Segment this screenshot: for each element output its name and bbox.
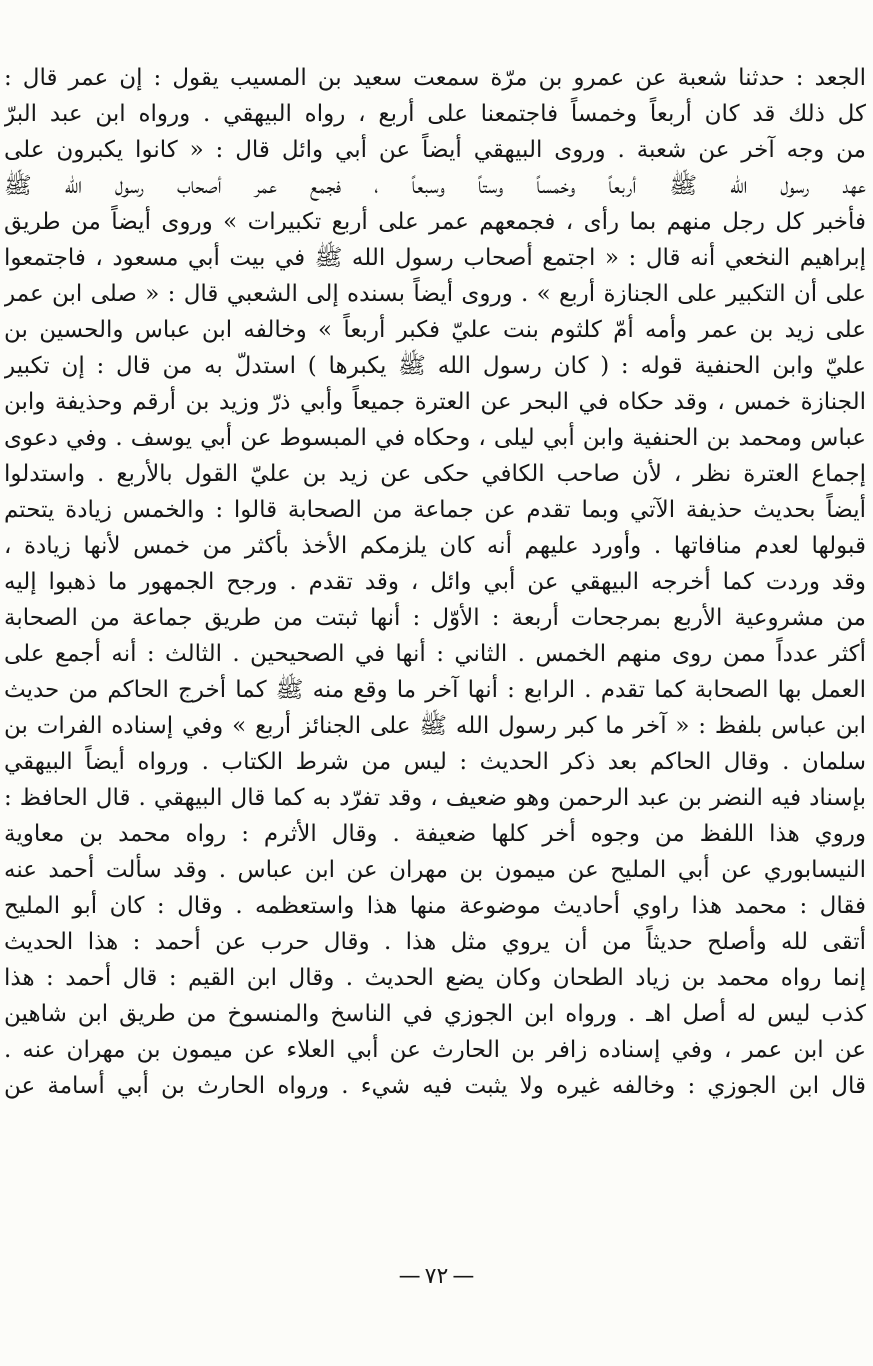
text-line: على أن التكبير على الجنازة أربع » . وروى أيضاً بسنده إلى الشعبي قال : « صلى ابن عمر: [4, 281, 866, 307]
text-line: العمل بها الصحابة كما تقدم . الرابع : أنها آخر ما وقع منه ﷺ كما أخرج الحاكم من حديث: [4, 677, 866, 703]
text-line: وروي هذا اللفظ من وجوه أخر كلها ضعيفة . وقال الأثرم : رواه محمد بن معاوية: [4, 821, 866, 847]
text-line: على زيد بن عمر وأمه أمّ كلثوم بنت عليّ فكبر أربعاً » وخالفه ابن عباس والحسين بن: [4, 317, 866, 343]
text-line: أكثر عدداً ممن روى منهم الخمس . الثاني : أنها في الصحيحين . الثالث : أنه أجمع على: [4, 641, 866, 667]
text-line: أتقى لله وأصلح حديثاً من أن يروي مثل هذا . وقال حرب عن أحمد : هذا الحديث: [4, 929, 866, 955]
page-number-value: ٧٢: [424, 1264, 449, 1289]
text-line: من وجه آخر عن شعبة . وروى البيهقي أيضاً عن أبي وائل قال : « كانوا يكبرون على: [4, 137, 866, 163]
text-line: إبراهيم النخعي أنه قال : « اجتمع أصحاب رسول الله ﷺ في بيت أبي مسعود ، فاجتمعوا: [4, 245, 866, 271]
text-line: من مشروعية الأربع بمرجحات أربعة : الأوّل : أنها ثبتت من طريق جماعة من الصحابة: [4, 605, 866, 631]
text-line: فقال : محمد هذا راوي أحاديث موضوعة منها هذا واستعظمه . وقال : كان أبو المليح: [4, 893, 866, 919]
text-line: كذب ليس له أصل اهـ . ورواه ابن الجوزي في الناسخ والمنسوخ من طريق ابن شاهين: [4, 1001, 866, 1027]
page-number: — ٧٢ —: [398, 1264, 475, 1289]
text-line: فأخبر كل رجل منهم بما رأى ، فجمعهم عمر على أربع تكبيرات » وروى أيضاً من طريق: [4, 209, 866, 235]
text-line: عهد رسول الله ﷺ أربعاً وخمساً وستاً وسبعاً ، فجمع عمر أصحاب رسول الله ﷺ: [4, 173, 866, 199]
text-line: عباس ومحمد بن الحنفية وابن أبي ليلى ، وحكاه في المبسوط عن أبي يوسف . وفي دعوى: [4, 425, 866, 451]
text-line: قبولها لعدم منافاتها . وأورد عليهم أنه كان يلزمكم الأخذ بأكثر من خمس لأنها زيادة ،: [4, 533, 866, 559]
text-line: إنما رواه محمد بن زياد الطحان وكان يضع الحديث . وقال ابن القيم : قال أحمد : هذا: [4, 965, 866, 991]
text-line: وقد وردت كما أخرجه البيهقي عن أبي وائل ، وقد تقدم . ورجح الجمهور ما ذهبوا إليه: [4, 569, 866, 595]
text-line: سلمان . وقال الحاكم بعد ذكر الحديث : ليس من شرط الكتاب . ورواه أيضاً البيهقي: [4, 749, 866, 775]
text-line: ابن عباس بلفظ : « آخر ما كبر رسول الله ﷺ على الجنائز أربع » وفي إسناده الفرات بن: [4, 713, 866, 739]
text-line: النيسابوري عن أبي المليح عن ميمون بن مهران عن ابن عباس . وقد سألت أحمد عنه: [4, 857, 866, 883]
text-line: عن ابن عمر ، وفي إسناده زافر بن الحارث عن أبي العلاء عن ميمون بن مهران عنه .: [4, 1037, 866, 1063]
text-line: كل ذلك قد كان أربعاً وخمساً فاجتمعنا على أربع ، رواه البيهقي . ورواه ابن عبد البرّ: [4, 101, 866, 127]
text-line: إجماع العترة نظر ، لأن صاحب الكافي حكى عن زيد بن عليّ القول بالأربع . واستدلوا: [4, 461, 866, 487]
text-line: قال ابن الجوزي : وخالفه غيره ولا يثبت فيه شيء . ورواه الحارث بن أبي أسامة عن: [4, 1073, 866, 1099]
text-line: الجنازة خمس ، وقد حكاه في البحر عن العترة جميعاً وأبي ذرّ وزيد بن أرقم وحذيفة وابن: [4, 389, 866, 415]
text-line: أيضاً بحديث حذيفة الآتي وبما تقدم عن جماعة من الصحابة قالوا : والخمس زيادة يتحتم: [4, 497, 866, 523]
text-line: بإسناد فيه النضر بن عبد الرحمن وهو ضعيف ، وقد تفرّد به كما قال البيهقي . قال الحافظ :: [4, 785, 866, 811]
text-line: الجعد : حدثنا شعبة عن عمرو بن مرّة سمعت سعيد بن المسيب يقول : إن عمر قال :: [4, 65, 866, 91]
text-line: عليّ وابن الحنفية قوله : ( كان رسول الله ﷺ يكبرها ) استدلّ به من قال : إن تكبير: [4, 353, 866, 379]
body-text: [4, 60, 866, 1104]
